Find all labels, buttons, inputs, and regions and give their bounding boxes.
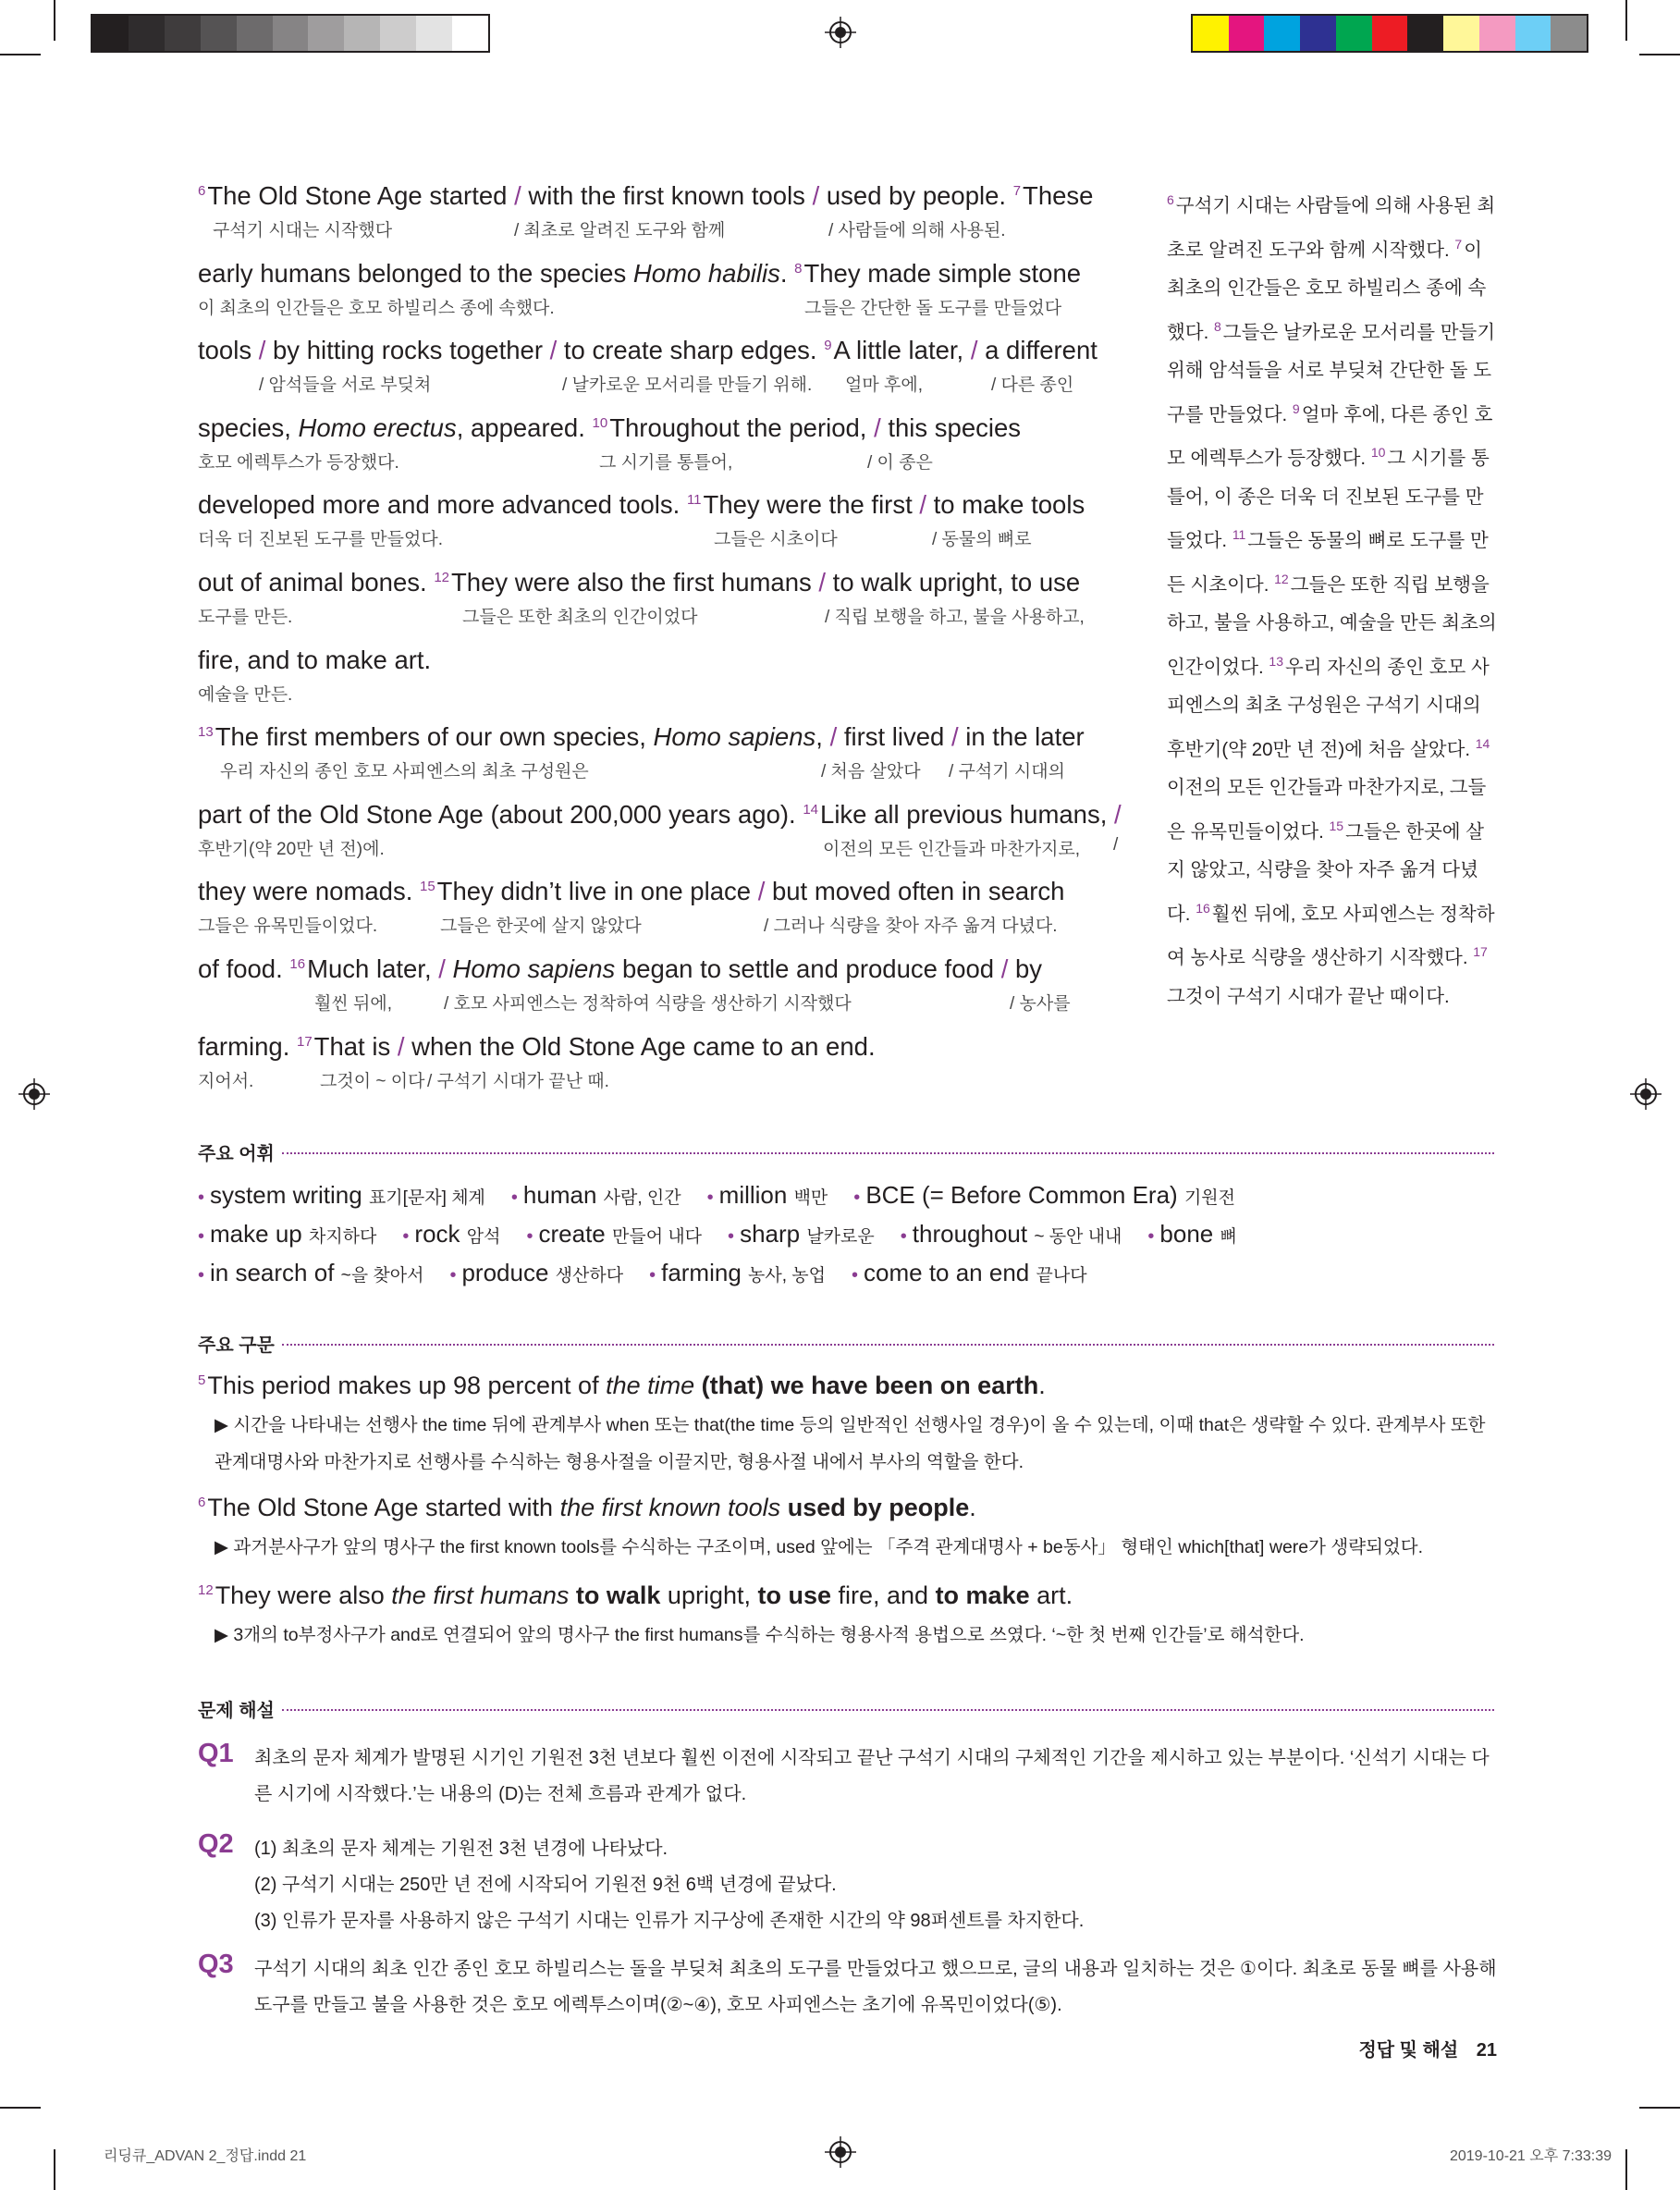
- dotted-rule: [282, 1709, 1494, 1711]
- vocab-korean: 농사, 농업: [748, 1266, 826, 1286]
- vocab-korean: 백만: [793, 1188, 828, 1208]
- passage-line-korean: / 동물의 뼈로: [932, 530, 1032, 550]
- color-swatch: [416, 16, 452, 51]
- passage-line-korean: / 직립 보행을 하고, 불을 사용하고,: [825, 608, 1085, 627]
- registration-mark-icon: [825, 2136, 856, 2168]
- vocab-english: human: [522, 1181, 604, 1209]
- answer-explanation: 최초의 문자 체계가 발명된 시기인 기원전 3천 년보다 훨씬 이전에 시작되고 끝난 구석기 시대의 구체적인 기간을 제시하고 있는 부분이다. ‘신석기 시대는 다른 시기에 시작했다.’는 내용의 (D)는 전체 흐름과 관계가 없다.: [254, 1748, 1490, 1804]
- vocab-english: in search of: [210, 1259, 341, 1286]
- bullet-icon: •: [900, 1226, 907, 1247]
- bullet-icon: •: [198, 1265, 205, 1286]
- passage-line-korean: 호모 에렉투스가 등장했다.: [198, 452, 399, 473]
- color-swatch: [1515, 16, 1551, 51]
- passage-line-korean: / 농사를: [1010, 994, 1071, 1014]
- passage-line-english: they were nomads. $^{15}$They didn’t live in one place / but moved often in search: [198, 877, 1065, 906]
- vocab-item: [198, 1181, 485, 1209]
- passage-line-korean: / 구석기 시대가 끝난 때.: [427, 1071, 609, 1091]
- vocab-korean: 표기[문자] 체계: [368, 1188, 485, 1208]
- color-swatch: [201, 16, 237, 51]
- vocab-item: [1147, 1220, 1236, 1248]
- passage-line-korean: 그들은 간단한 돌 도구를 만들었다: [804, 298, 1062, 318]
- vocab-english: million: [718, 1181, 794, 1209]
- passage-line-korean: 그들은 한곳에 살지 않았다: [440, 917, 642, 937]
- color-swatch: [273, 16, 309, 51]
- vocab-english: system writing: [210, 1181, 369, 1209]
- answers-section-heading: [198, 1694, 1494, 1722]
- footer-section-label: 정답 및 해설: [1358, 2040, 1459, 2061]
- passage-line-english: out of animal bones. $^{12}$They were also the first humans / to walk upright, to use: [198, 568, 1081, 597]
- color-swatch: [1193, 16, 1229, 51]
- slug-file: 리딩큐_ADVAN 2_정답.indd 21: [104, 2148, 307, 2164]
- vocab-korean: 날카로운: [806, 1227, 875, 1247]
- crop-mark: [54, 0, 55, 41]
- grammar-explanation: ▶ 시간을 나타내는 선행사 the time 뒤에 관계부사 when 또는 that(the time 등의 일반적인 선행사일 경우)이 올 수 있는데, 이때 that은 생략할 수 있다. 관계부사 또한 관계대명사와 마찬가지로 선행사를 수식하는 형용사절을 이끌지만, 형용사절 내에서 부사의 역할을 한다.: [215, 1415, 1486, 1472]
- passage-line-korean: /: [1113, 834, 1119, 855]
- passage-line-korean: 우리 자신의 종인 호모 사피엔스의 최초 구성원은: [220, 762, 589, 782]
- passage-line-english: farming. $^{17}$That is / when the Old Stone Age came to an end.: [198, 1031, 876, 1061]
- vocab-english: make up: [210, 1220, 309, 1248]
- passage-line-korean: 그들은 시초이다: [714, 530, 838, 550]
- passage-line-korean: 지어서.: [198, 1071, 254, 1091]
- vocab-korean: 사람, 인간: [603, 1188, 681, 1208]
- vocab-item: [511, 1181, 681, 1209]
- passage-line-korean: 얼마 후에,: [845, 375, 923, 396]
- passage-line-korean: 이 최초의 인간들은 호모 하빌리스 종에 속했다.: [198, 298, 555, 318]
- passage-line-korean: 도구를 만든.: [198, 608, 293, 627]
- color-swatch: [380, 16, 416, 51]
- bullet-icon: •: [853, 1187, 861, 1208]
- page-footer: [1358, 2035, 1497, 2061]
- color-swatch: [308, 16, 344, 51]
- color-swatch: [92, 16, 129, 51]
- vocab-english: come to an end: [864, 1259, 1036, 1286]
- full-translation: $^6$구석기 시대는 사람들에 의해 사용된 최초로 알려진 도구와 함께 시작했다. $^7$이 최초의 인간들은 호모 하빌리스 종에 속했다. $^8$그들은 날카로운 모서리를 만들기 위해 암석들을 서로 부딪쳐 간단한 돌 도구를 만들었다. $^9$얼마 후에, 다른 종인 호모 에렉투스가 등장했다. $^{10}$그 시기를 통틀어, 이 종은 더욱 더 진보된 도구를 만들었다. $^{11}$그들은 동물의 뼈로 도구를 만든 시초이다. $^{12}$그들은 또한 직립 보행을 하고, 불을 사용하고, 예술을 만든 최초의 인간이었다. $^{13}$우리 자신의 종인 호모 사피엔스의 최초 구성원은 구석기 시대의 후반기(약 20만 년 전)에 처음 살았다. $^{14}$이전의 모든 인간들과 마찬가지로, 그들은 유목민들이었다. $^{15}$그들은 한곳에 살지 않았고, 식량을 찾아 자주 옮겨 다녔다. $^{16}$훨씬 뒤에, 호모 사피엔스는 정착하여 농사로 식량을 생산하기 시작했다. $^{17}$그것이 구석기 시대가 끝난 때이다.: [1167, 192, 1497, 1007]
- grammar-section-heading: [198, 1329, 1494, 1357]
- vocab-title: 주요 어휘: [198, 1143, 275, 1164]
- bullet-icon: •: [728, 1226, 735, 1247]
- vocab-english: create: [538, 1220, 612, 1248]
- answers-title: 문제 해설: [198, 1700, 275, 1721]
- bullet-icon: •: [449, 1265, 457, 1286]
- crop-mark: [54, 2149, 55, 2190]
- vocab-row: [198, 1181, 1261, 1210]
- vocab-section-heading: [198, 1138, 1494, 1165]
- vocab-korean: ~을 찾아서: [340, 1266, 424, 1286]
- vocab-row: [198, 1259, 1113, 1287]
- vocab-item: [526, 1220, 702, 1248]
- passage-line-korean: / 이 종은: [867, 452, 933, 473]
- vocab-item: [852, 1259, 1087, 1286]
- vocab-item: [901, 1220, 1122, 1248]
- color-swatch: [452, 16, 488, 51]
- answer-line: (3) 인류가 문자를 사용하지 않은 구석기 시대는 인류가 지구상에 존재한 시간의 약 98퍼센트를 차지한다.: [254, 1911, 1085, 1931]
- vocab-item: [198, 1259, 423, 1286]
- passage-line-korean: / 구석기 시대의: [949, 762, 1065, 782]
- vocab-korean: 만들어 내다: [611, 1227, 703, 1247]
- crop-mark: [0, 54, 41, 55]
- color-swatch: [1264, 16, 1300, 51]
- passage-line-english: species, Homo erectus, appeared. $^{10}$Throughout the period, / this species: [198, 412, 1022, 442]
- crop-mark: [0, 2107, 41, 2109]
- vocab-korean: ~ 동안 내내: [1034, 1227, 1122, 1247]
- registration-mark-icon: [18, 1078, 50, 1110]
- vocab-english: throughout: [912, 1220, 1035, 1248]
- bullet-icon: •: [402, 1226, 410, 1247]
- color-swatch: [237, 16, 273, 51]
- answer-explanation: [254, 1831, 1498, 1939]
- crop-mark: [1625, 0, 1627, 41]
- passage-line-english: $^6$The Old Stone Age started / with the first known tools / used by people. $^7$These: [198, 181, 1094, 210]
- question-label: Q3: [198, 1950, 234, 1979]
- passage-line-english: fire, and to make art.: [198, 645, 432, 674]
- vocab-row: [198, 1220, 1263, 1249]
- color-swatch: [1551, 16, 1587, 51]
- vocab-english: sharp: [740, 1220, 807, 1248]
- vocab-korean: 생산하다: [555, 1266, 624, 1286]
- vocab-korean: 끝나다: [1036, 1266, 1087, 1286]
- dotted-rule: [282, 1344, 1494, 1346]
- passage-line-english: part of the Old Stone Age (about 200,000 years ago). $^{14}$Like all previous humans, /: [198, 799, 1122, 829]
- vocab-item: [449, 1259, 623, 1286]
- dotted-rule: [282, 1152, 1494, 1154]
- color-swatch: [129, 16, 165, 51]
- passage-line-english: tools / by hitting rocks together / to create sharp edges. $^9$A little later, / a different: [198, 336, 1098, 365]
- passage-line-korean: 후반기(약 20만 년 전)에.: [198, 839, 385, 859]
- vocab-english: BCE (= Before Common Era): [865, 1181, 1184, 1209]
- passage-line-english: developed more and more advanced tools. $^{11}$They were the first / to make tools: [198, 490, 1085, 520]
- question-label: Q1: [198, 1739, 234, 1768]
- grammar-explanation: ▶ 3개의 to부정사구가 and로 연결되어 앞의 명사구 the first humans를 수식하는 형용사적 용법으로 쓰였다. ‘~한 첫 번째 인간들’로 해석한다.: [215, 1625, 1305, 1645]
- grammar-title: 주요 구문: [198, 1335, 275, 1356]
- passage-line-korean: / 최초로 알려진 도구와 함께: [514, 221, 726, 240]
- passage-line-korean: 그것이 ~ 이다: [320, 1071, 425, 1091]
- page-number: 21: [1476, 2040, 1497, 2061]
- passage-line-korean: 그 시기를 통틀어,: [599, 452, 733, 473]
- registration-mark-icon: [1630, 1078, 1662, 1110]
- passage-line-korean: / 다른 종인: [991, 375, 1074, 396]
- passage-line-korean: / 호모 사피엔스는 정착하여 식량을 생산하기 시작했다: [444, 994, 852, 1014]
- bullet-icon: •: [198, 1226, 205, 1247]
- passage-line-english: of food. $^{16}$Much later, / Homo sapiens began to settle and produce food / by: [198, 954, 1043, 983]
- crop-mark: [1639, 54, 1680, 55]
- passage-line-korean: / 사람들에 의해 사용된.: [828, 221, 1006, 240]
- color-swatch: [1336, 16, 1372, 51]
- slug-timestamp: 2019-10-21 오후 7:33:39: [1449, 2148, 1612, 2164]
- passage-line-korean: / 처음 살았다: [821, 762, 921, 782]
- vocab-item: [728, 1220, 875, 1248]
- grammar-explanation: ▶ 과거분사구가 앞의 명사구 the first known tools를 수식하는 구조이며, used 앞에는 「주격 관계대명사 + be동사」 형태인 which[that] were가 생략되었다.: [215, 1537, 1424, 1557]
- bullet-icon: •: [706, 1187, 714, 1208]
- passage-line-korean: 이전의 모든 인간들과 마찬가지로,: [823, 839, 1081, 859]
- passage-line-english: $^{13}$The first members of our own species, Homo sapiens, / first lived / in the later: [198, 722, 1085, 752]
- answer-line: (2) 구석기 시대는 250만 년 전에 시작되어 기원전 9천 6백 년경에 끝났다.: [254, 1875, 837, 1895]
- color-swatch: [1372, 16, 1408, 51]
- vocab-item: [707, 1181, 828, 1209]
- vocab-english: produce: [461, 1259, 556, 1286]
- passage-line-korean: 구석기 시대는 시작했다: [213, 221, 393, 240]
- bullet-icon: •: [649, 1265, 656, 1286]
- color-swatch: [1479, 16, 1515, 51]
- passage-line-korean: 훨씬 뒤에,: [314, 994, 392, 1014]
- vocab-english: bone: [1159, 1220, 1220, 1248]
- vocab-english: rock: [414, 1220, 467, 1248]
- answer-explanation: 구석기 시대의 최초 인간 종인 호모 하빌리스는 돌을 부딪쳐 최초의 도구를 만들었다고 했으므로, 글의 내용과 일치하는 것은 ①이다. 최초로 동물 뼈를 사용해 도구를 만들고 불을 사용한 것은 호모 에렉투스이며(②~④), 호모 사피엔스는 초기에 유목민이었다(⑤).: [254, 1959, 1497, 2015]
- vocab-english: farming: [661, 1259, 749, 1286]
- passage-line-korean: 그들은 유목민들이었다.: [198, 917, 378, 937]
- passage-line-korean: 예술을 만든.: [198, 684, 293, 705]
- grammar-sentence: $^5$This period makes up 98 percent of the time (that) we have been on earth.: [198, 1372, 1046, 1399]
- crop-mark: [1639, 2107, 1680, 2109]
- grammar-sentence: $^6$The Old Stone Age started with the first known tools used by people.: [198, 1494, 976, 1521]
- grammar-sentence: $^{12}$They were also the first humans to walk upright, to use fire, and to make art.: [198, 1581, 1073, 1609]
- passage-line-korean: / 암석들을 서로 부딪쳐: [259, 375, 432, 396]
- answer-line: (1) 최초의 문자 체계는 기원전 3천 년경에 나타났다.: [254, 1839, 668, 1859]
- color-swatch: [165, 16, 201, 51]
- color-swatch: [1407, 16, 1443, 51]
- color-swatch: [1443, 16, 1479, 51]
- vocab-item: [198, 1220, 376, 1248]
- vocab-korean: 암석: [466, 1227, 501, 1247]
- bullet-icon: •: [198, 1187, 205, 1208]
- vocab-item: [649, 1259, 826, 1286]
- bullet-icon: •: [510, 1187, 518, 1208]
- question-label: Q2: [198, 1829, 234, 1859]
- grayscale-bar: [91, 14, 490, 53]
- registration-mark-icon: [825, 17, 856, 48]
- vocab-korean: 뼈: [1220, 1227, 1237, 1247]
- passage-line-korean: / 그러나 식량을 찾아 자주 옮겨 다녔다.: [764, 917, 1058, 937]
- vocab-item: [402, 1220, 500, 1248]
- crop-mark: [1625, 2149, 1627, 2190]
- color-swatch: [1300, 16, 1336, 51]
- color-bar: [1191, 14, 1588, 53]
- passage-line-korean: 더욱 더 진보된 도구를 만들었다.: [198, 530, 443, 550]
- vocab-korean: 기원전: [1183, 1188, 1235, 1208]
- passage-line-korean: 그들은 또한 최초의 인간이었다: [462, 608, 698, 627]
- color-swatch: [344, 16, 380, 51]
- color-swatch: [1229, 16, 1265, 51]
- vocab-korean: 차지하다: [308, 1227, 377, 1247]
- bullet-icon: •: [852, 1265, 859, 1286]
- bullet-icon: •: [1147, 1226, 1155, 1247]
- passage-line-korean: / 날카로운 모서리를 만들기 위해.: [562, 375, 813, 396]
- passage-line-english: early humans belonged to the species Homo habilis. $^8$They made simple stone: [198, 258, 1082, 288]
- bullet-icon: •: [526, 1226, 533, 1247]
- vocab-item: [853, 1181, 1235, 1209]
